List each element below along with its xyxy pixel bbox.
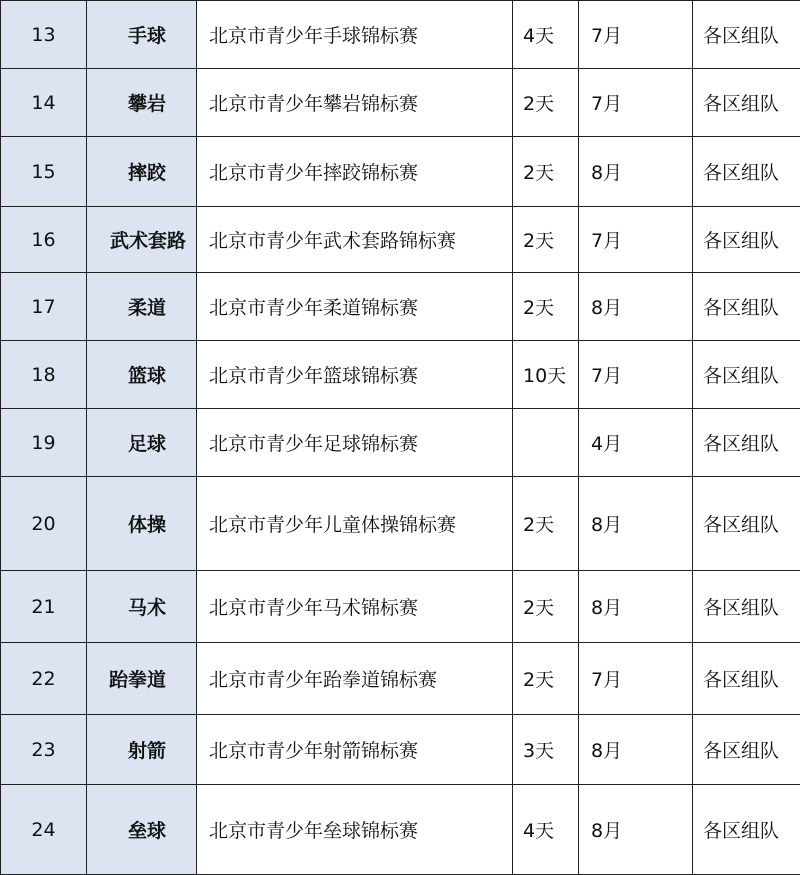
team-organization: 各区组队 <box>693 571 800 643</box>
event-duration: 2天 <box>513 273 579 341</box>
team-organization: 各区组队 <box>693 1 800 69</box>
row-number: 20 <box>1 477 87 571</box>
event-month: 8月 <box>579 785 693 875</box>
sport-name: 柔道 <box>87 273 197 341</box>
event-name: 北京市青少年垒球锦标赛 <box>197 785 513 875</box>
team-organization: 各区组队 <box>693 715 800 785</box>
event-month: 7月 <box>579 207 693 273</box>
table-row <box>1 409 800 477</box>
row-number: 22 <box>1 643 87 715</box>
event-duration: 2天 <box>513 137 579 207</box>
team-organization: 各区组队 <box>693 643 800 715</box>
table-row <box>1 341 800 409</box>
sport-name: 体操 <box>87 477 197 571</box>
row-number: 14 <box>1 69 87 137</box>
event-name: 北京市青少年篮球锦标赛 <box>197 341 513 409</box>
row-number: 21 <box>1 571 87 643</box>
table-row <box>1 477 800 571</box>
event-name: 北京市青少年手球锦标赛 <box>197 1 513 69</box>
sport-name: 跆拳道 <box>87 643 197 715</box>
event-name: 北京市青少年马术锦标赛 <box>197 571 513 643</box>
event-duration: 4天 <box>513 1 579 69</box>
event-name: 北京市青少年武术套路锦标赛 <box>197 207 513 273</box>
sport-name: 射箭 <box>87 715 197 785</box>
row-number: 24 <box>1 785 87 875</box>
event-month: 8月 <box>579 715 693 785</box>
row-number: 13 <box>1 1 87 69</box>
table-row <box>1 571 800 643</box>
event-duration: 3天 <box>513 715 579 785</box>
row-number: 18 <box>1 341 87 409</box>
event-name: 北京市青少年摔跤锦标赛 <box>197 137 513 207</box>
event-duration: 2天 <box>513 69 579 137</box>
sport-name: 武术套路 <box>87 207 197 273</box>
table-row <box>1 643 800 715</box>
event-name: 北京市青少年足球锦标赛 <box>197 409 513 477</box>
table-row <box>1 785 800 875</box>
row-number: 16 <box>1 207 87 273</box>
event-month: 7月 <box>579 1 693 69</box>
event-month: 8月 <box>579 273 693 341</box>
event-duration: 4天 <box>513 785 579 875</box>
sport-name: 攀岩 <box>87 69 197 137</box>
team-organization: 各区组队 <box>693 273 800 341</box>
event-month: 8月 <box>579 477 693 571</box>
row-number: 15 <box>1 137 87 207</box>
event-month: 7月 <box>579 341 693 409</box>
event-month: 8月 <box>579 137 693 207</box>
event-name: 北京市青少年跆拳道锦标赛 <box>197 643 513 715</box>
team-organization: 各区组队 <box>693 207 800 273</box>
event-month: 8月 <box>579 571 693 643</box>
event-month: 7月 <box>579 69 693 137</box>
team-organization: 各区组队 <box>693 137 800 207</box>
sport-name: 马术 <box>87 571 197 643</box>
sport-name: 摔跤 <box>87 137 197 207</box>
event-name: 北京市青少年柔道锦标赛 <box>197 273 513 341</box>
row-number: 23 <box>1 715 87 785</box>
table-row <box>1 715 800 785</box>
team-organization: 各区组队 <box>693 341 800 409</box>
event-name: 北京市青少年攀岩锦标赛 <box>197 69 513 137</box>
team-organization: 各区组队 <box>693 785 800 875</box>
team-organization: 各区组队 <box>693 409 800 477</box>
table-row <box>1 1 800 69</box>
table-row <box>1 137 800 207</box>
event-name: 北京市青少年儿童体操锦标赛 <box>197 477 513 571</box>
sport-name: 手球 <box>87 1 197 69</box>
event-duration <box>513 409 579 477</box>
team-organization: 各区组队 <box>693 477 800 571</box>
table-row <box>1 69 800 137</box>
event-duration: 10天 <box>513 341 579 409</box>
table-row <box>1 207 800 273</box>
event-duration: 2天 <box>513 643 579 715</box>
event-duration: 2天 <box>513 477 579 571</box>
event-duration: 2天 <box>513 207 579 273</box>
event-duration: 2天 <box>513 571 579 643</box>
event-month: 7月 <box>579 643 693 715</box>
row-number: 17 <box>1 273 87 341</box>
sport-name: 足球 <box>87 409 197 477</box>
event-name: 北京市青少年射箭锦标赛 <box>197 715 513 785</box>
team-organization: 各区组队 <box>693 69 800 137</box>
sport-name: 垒球 <box>87 785 197 875</box>
table-row <box>1 273 800 341</box>
sport-name: 篮球 <box>87 341 197 409</box>
row-number: 19 <box>1 409 87 477</box>
event-month: 4月 <box>579 409 693 477</box>
